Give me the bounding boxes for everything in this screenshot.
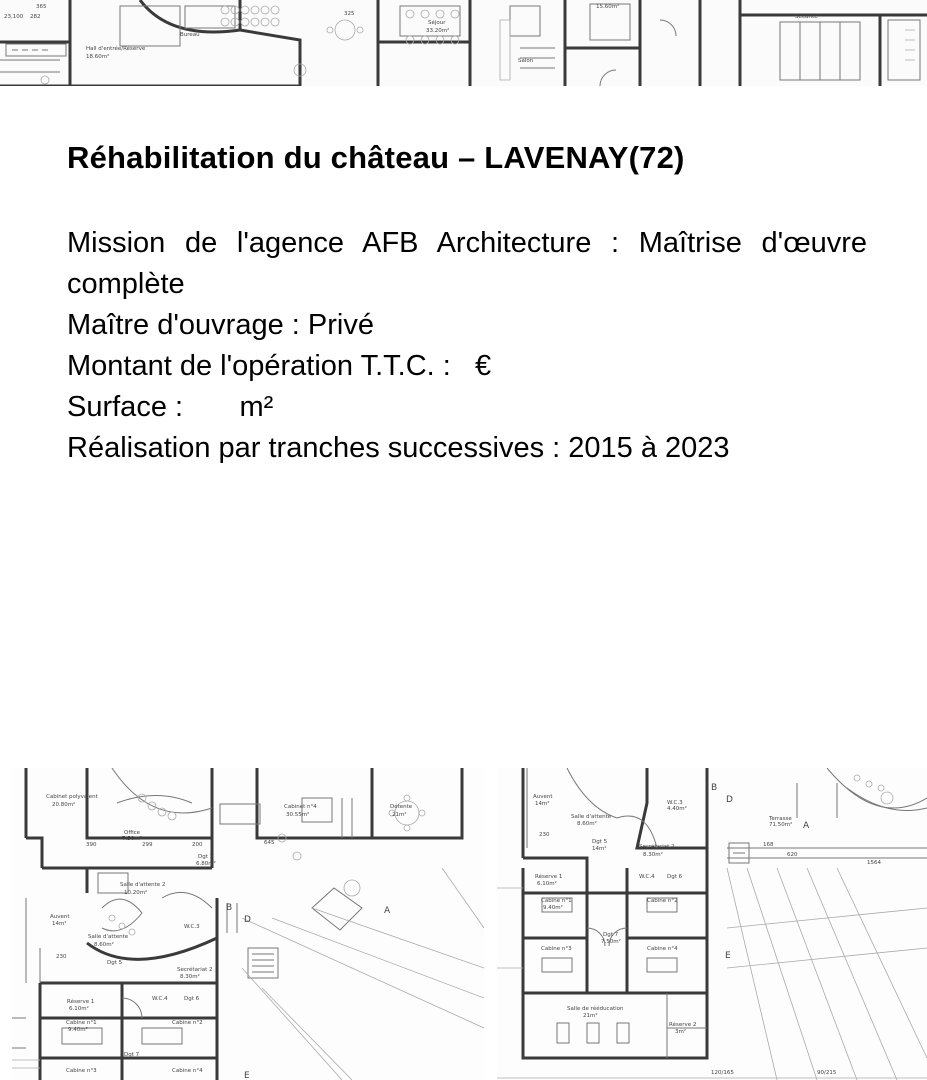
plan-label: 15.60m² bbox=[596, 4, 620, 10]
plan-label: 4.40m² bbox=[667, 806, 687, 812]
plan-label: Dgt 5 bbox=[107, 960, 123, 966]
plan-label: 7.50m² bbox=[601, 939, 621, 945]
plan-label: 14m² bbox=[592, 846, 607, 852]
plan-label: 10.20m² bbox=[124, 890, 148, 896]
plan-label: Salle d'attente bbox=[571, 814, 612, 820]
plan-label: 71.50m² bbox=[769, 822, 793, 828]
mission-line: Mission de l'agence AFB Architecture : Maîtrise d'œuvre complète bbox=[67, 227, 867, 300]
plan-label: 645 bbox=[264, 840, 275, 846]
floor-plan-bottom-left bbox=[12, 768, 484, 1080]
plan-label: Cabinet polyvalent bbox=[46, 794, 98, 800]
plan-label: 8.30m² bbox=[643, 852, 663, 858]
floor-plan-bottom-right bbox=[497, 768, 927, 1080]
project-details bbox=[67, 223, 867, 469]
floor-plan-top bbox=[0, 0, 927, 86]
plan-label: 8.30m² bbox=[180, 974, 200, 980]
plan-label: 30.55m² bbox=[286, 812, 310, 818]
plan-label: Cabine n°4 bbox=[647, 946, 678, 952]
plan-label: Salle d'attente 2 bbox=[120, 882, 166, 888]
plan-label: Réserve 2 bbox=[669, 1022, 697, 1028]
plan-label: 620 bbox=[787, 852, 798, 858]
plan-label: Cabine n°1 bbox=[66, 1020, 97, 1026]
plan-label: E bbox=[725, 951, 731, 961]
plan-label: Réserve 1 bbox=[535, 874, 563, 880]
plan-label: B bbox=[226, 903, 233, 913]
plan-label: 6.10m² bbox=[69, 1006, 89, 1012]
plan-label: 230 bbox=[56, 954, 67, 960]
plan-label: 8.60m² bbox=[94, 942, 114, 948]
plan-label: 20.80m² bbox=[52, 802, 76, 808]
plan-label: Cabine n°3 bbox=[541, 946, 572, 952]
plan-label: Dgt 3 bbox=[198, 854, 214, 860]
plan-label: W.C.4 bbox=[639, 874, 655, 880]
plan-label: E bbox=[244, 1071, 250, 1080]
plan-label: 7.50m² bbox=[122, 836, 142, 842]
plan-label: Détente bbox=[390, 804, 413, 810]
plan-label: 3m² bbox=[675, 1029, 687, 1035]
schedule-line: Réalisation par tranches successives : 2015 à 2023 bbox=[67, 432, 730, 464]
plan-label: 14m² bbox=[52, 921, 67, 927]
plan-label: Salle de rééducation bbox=[567, 1006, 624, 1012]
plan-label: Sécurité bbox=[795, 14, 818, 20]
plan-label: 1564 bbox=[867, 860, 881, 866]
plan-label: A bbox=[803, 821, 810, 831]
plan-label: 33.20m² bbox=[426, 28, 450, 34]
plan-label: 365 bbox=[36, 4, 47, 10]
plan-label: Bureau bbox=[180, 32, 200, 38]
plan-label: Auvent bbox=[533, 794, 553, 800]
plan-label: Dgt 6 bbox=[184, 996, 200, 1002]
plan-label: W.C.3 bbox=[184, 924, 200, 930]
plan-label: 14m² bbox=[535, 801, 550, 807]
plan-label: Cabine n°2 bbox=[172, 1020, 203, 1026]
plan-label: Auvent bbox=[50, 914, 70, 920]
plan-label: 200 bbox=[192, 842, 203, 848]
plan-label: 282 bbox=[30, 14, 41, 20]
plan-label: Cabine n°4 bbox=[172, 1068, 203, 1074]
plan-label: 9.40m² bbox=[68, 1027, 88, 1033]
plan-label: Salon bbox=[518, 58, 534, 64]
plan-label: 390 bbox=[86, 842, 97, 848]
surface-line: Surface : m² bbox=[67, 391, 274, 423]
plan-label: 299 bbox=[142, 842, 153, 848]
owner-line: Maître d'ouvrage : Privé bbox=[67, 309, 374, 341]
plan-label: 325 bbox=[344, 11, 355, 17]
page-title: Réhabilitation du château – LAVENAY(72) bbox=[67, 140, 685, 175]
plan-label: Secrétariat 2 bbox=[639, 844, 675, 850]
plan-label: Hall d'entrée/Réserve bbox=[86, 46, 146, 52]
plan-label: 230 bbox=[539, 832, 550, 838]
plan-label: D bbox=[726, 795, 733, 805]
plan-label: Dgt 6 bbox=[667, 874, 683, 880]
plan-label: Séjour bbox=[428, 20, 446, 26]
plan-label: 21m² bbox=[392, 812, 407, 818]
plan-label: W.C.4 bbox=[152, 996, 168, 1002]
plan-label: Dgt 5 bbox=[592, 839, 608, 845]
plan-label: Salle d'attente bbox=[88, 934, 129, 940]
plan-label: Cabine n°2 bbox=[647, 898, 678, 904]
plan-label: D bbox=[244, 915, 251, 925]
amount-line: Montant de l'opération T.T.C. : € bbox=[67, 350, 492, 382]
plan-label: 18.60m² bbox=[86, 54, 110, 60]
plan-label: 6.10m² bbox=[537, 881, 557, 887]
plan-label: 21m² bbox=[583, 1013, 598, 1019]
plan-label: Terrasse bbox=[769, 816, 792, 822]
plan-label: 168 bbox=[763, 842, 774, 848]
plan-label: Cabine n°1 bbox=[541, 898, 572, 904]
plan-label: Cabinet n°4 bbox=[284, 804, 317, 810]
plan-label: 9.40m² bbox=[543, 905, 563, 911]
plan-label: W.C.3 bbox=[667, 800, 683, 806]
plan-label: Cabine n°3 bbox=[66, 1068, 97, 1074]
plan-label: Dgt 7 bbox=[603, 932, 619, 938]
plan-label: A bbox=[384, 906, 391, 916]
plan-label: Office bbox=[124, 830, 141, 836]
plan-label: Dgt 7 bbox=[124, 1052, 140, 1058]
plan-label: 6.80m² bbox=[196, 861, 216, 867]
plan-label: 8.60m² bbox=[577, 821, 597, 827]
plan-label: Secrétariat 2 bbox=[177, 967, 213, 973]
plan-label: B bbox=[711, 783, 718, 793]
plan-label: 120/165 bbox=[711, 1070, 734, 1076]
plan-label: 90/215 bbox=[817, 1070, 837, 1076]
plan-label: Réserve 1 bbox=[67, 999, 95, 1005]
plan-label: 23,100 bbox=[4, 14, 24, 20]
